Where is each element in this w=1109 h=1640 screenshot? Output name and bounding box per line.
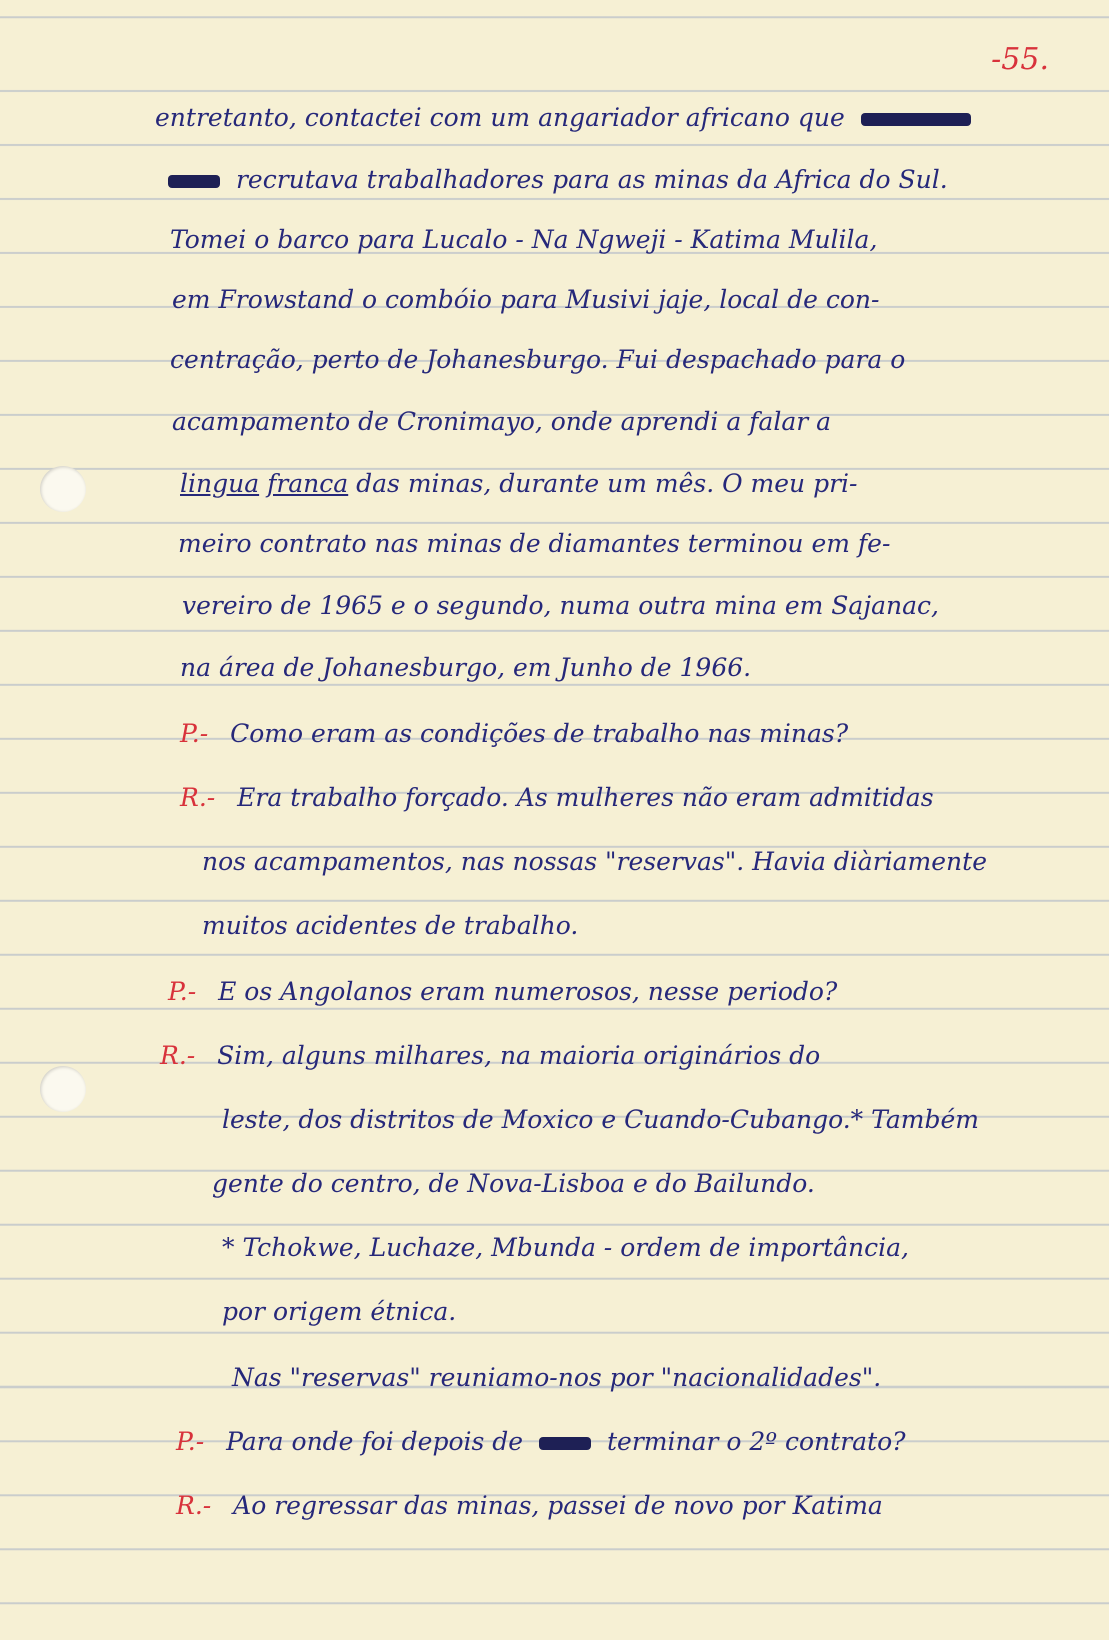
line-text: por origem étnica.	[222, 1297, 457, 1326]
line-text: Nas "reservas" reuniamo-nos por "nacionalidades".	[232, 1363, 882, 1392]
page-number: -55.	[991, 42, 1049, 77]
text-line-18	[0, 1162, 1109, 1206]
text-line-14	[0, 904, 1109, 948]
question-marker: P.-	[180, 719, 209, 748]
line-text: meiro contrato nas minas de diamantes terminou em fe-	[178, 529, 891, 558]
answer-marker: R.-	[160, 1041, 196, 1070]
line-text: Sim, alguns milhares, na maioria originários do	[217, 1041, 821, 1070]
text-line-2	[0, 158, 1109, 202]
line-text: Ao regressar das minas, passei de novo por Katima	[233, 1491, 883, 1520]
line-text: em Frowstand o combóio para Musivi jaje, local de con-	[172, 285, 880, 314]
line-text: * Tchokwe, Luchaze, Mbunda - ordem de importância,	[222, 1233, 909, 1262]
question-line-1	[0, 712, 1109, 756]
underlined-word: lingua	[180, 469, 260, 498]
text-line-13	[0, 840, 1109, 884]
line-text: centração, perto de Johanesburgo. Fui despachado para o	[170, 345, 906, 374]
footnote-line-2	[0, 1290, 1109, 1334]
question-marker: P.-	[176, 1427, 205, 1456]
line-text: Tomei o barco para Lucalo - Na Ngweji - Katima Mulila,	[170, 225, 878, 254]
line-text: na área de Johanesburgo, em Junho de 1966.	[180, 653, 752, 682]
line-text: terminar o 2º contrato?	[607, 1427, 906, 1456]
text-line-17	[0, 1098, 1109, 1142]
line-text: recrutava trabalhadores para as minas da Africa do Sul.	[235, 165, 948, 194]
line-text: E os Angolanos eram numerosos, nesse periodo?	[218, 977, 838, 1006]
redaction-bar	[168, 175, 220, 188]
answer-line-3	[0, 1484, 1109, 1528]
line-text: gente do centro, de Nova-Lisboa e do Bailundo.	[212, 1169, 815, 1198]
redaction-bar	[861, 113, 971, 126]
text-line-4	[0, 278, 1109, 322]
text-line-21	[0, 1356, 1109, 1400]
question-line-2	[0, 970, 1109, 1014]
underlined-word: franca	[267, 469, 349, 498]
line-text: Era trabalho forçado. As mulheres não eram admitidas	[237, 783, 934, 812]
line-text: das minas, durante um mês. O meu pri-	[356, 469, 858, 498]
text-line-1	[0, 96, 1109, 140]
answer-line-1	[0, 776, 1109, 820]
answer-marker: R.-	[180, 783, 216, 812]
footnote-line-1	[0, 1226, 1109, 1270]
text-line-3	[0, 218, 1109, 262]
text-line-7	[0, 462, 1109, 506]
line-text: muitos acidentes de trabalho.	[202, 911, 579, 940]
question-line-3	[0, 1420, 1109, 1464]
answer-marker: R.-	[176, 1491, 212, 1520]
text-line-5	[0, 338, 1109, 382]
text-line-10	[0, 646, 1109, 690]
text-line-8	[0, 522, 1109, 566]
line-text: Para onde foi depois de	[226, 1427, 524, 1456]
line-text: acampamento de Cronimayo, onde aprendi a falar a	[172, 407, 832, 436]
line-text: nos acampamentos, nas nossas "reservas". Havia diàriamente	[202, 847, 987, 876]
text-line-6	[0, 400, 1109, 444]
text-line-9	[0, 584, 1109, 628]
line-text: vereiro de 1965 e o segundo, numa outra mina em Sajanac,	[182, 591, 939, 620]
redaction-bar	[539, 1437, 591, 1450]
line-text: Como eram as condições de trabalho nas minas?	[230, 719, 849, 748]
line-text: entretanto, contactei com um angariador africano que	[155, 103, 845, 132]
line-text: leste, dos distritos de Moxico e Cuando-Cubango.* Também	[222, 1105, 979, 1134]
answer-line-2	[0, 1034, 1109, 1078]
question-marker: P.-	[168, 977, 197, 1006]
